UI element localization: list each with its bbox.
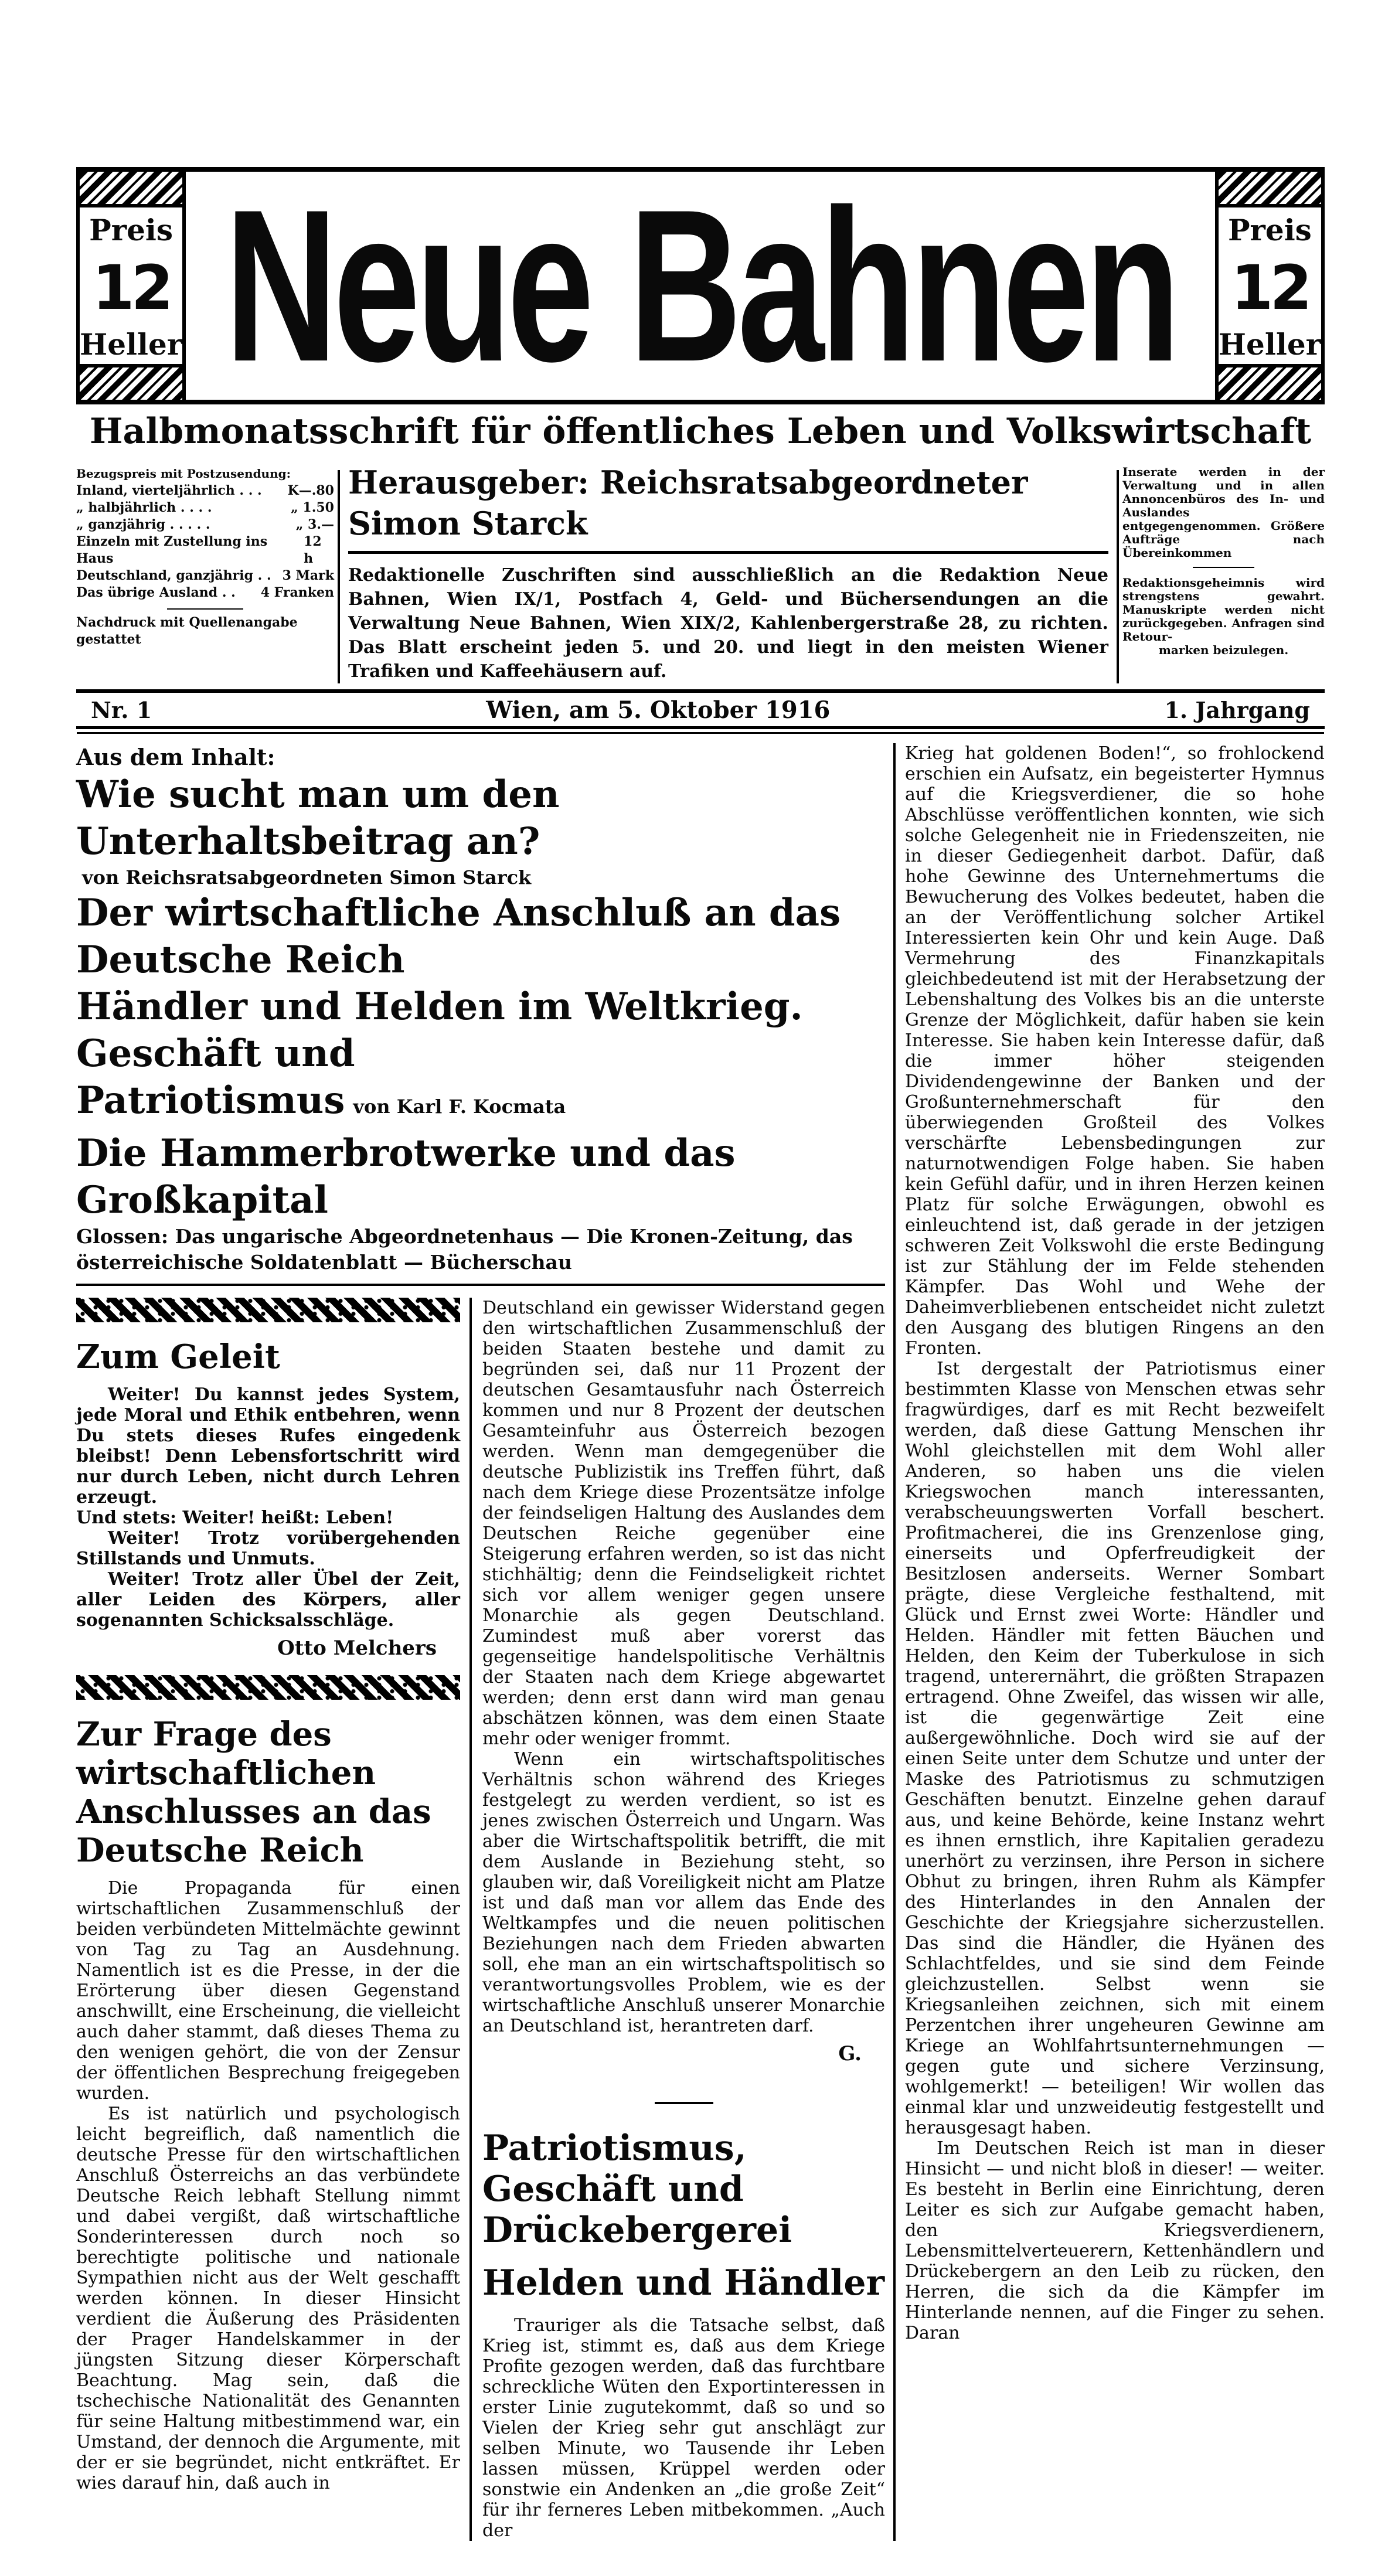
toc-item-title: Patriotismus xyxy=(76,1078,345,1122)
article-paragraph: Weiter! Trotz vorübergehenden Stillstands und Unmuts. xyxy=(76,1528,460,1569)
price-row xyxy=(76,584,334,601)
price-label-top: Preis xyxy=(89,213,173,247)
toc-byline: von Karl F. Kocmata xyxy=(353,1095,566,1118)
price-row-value: 12 h xyxy=(304,534,322,566)
article-paragraph: Ist dergestalt der Patriotismus einer bestimmten Klasse von Menschen etwas sehr fragwürdiges, darf es mit Recht bezweifelt werden, daß diese Gattung Menschen ihr Wohl gleichstellen mit dem Wohl aller Anderen, so haben uns die vielen Kriegswochen manch interessanten, verabscheuungswerten Vorfall beschert. Profitmacherei, die ins Grenzenlose ging, einerseits und Opferfreudigkeit der Besitzlosen anderseits. Werner Sombart prägte, diese Vergleiche festhaltend, mit Glück und Ernst zwei Worte: Händler und Helden. Händler mit fetten Bäuchen und Helden, den Keim der Tuberkulose in sich tragend, unterernährt, die größten Strapazen ertragend. Ohne Zweifel, das wissen wir alle, ist die gegenwärtige Zeit eine außergewöhnliche. Doch wird sie auf der einen Seite unter dem Schutze und unter der Maske des Patriotismus zu schmutzigen Geschäften benutzt. Einzelne gehen darauf aus, und keine Behörde, keine Instanz wehrt es ihnen ernstlich, ihre Kapitalien geradezu unerhört zu verzinsen, ihre Person in sichere Obhut zu bringen, ihren Ruhm als Kämpfer des Hinterlandes in den Annalen der Geschichte der Kriegsjahre sicherzustellen. Das sind die Händler, die Hyänen des Schlachtfeldes, und sie sind dem Feinde gleichzustellen. Selbst wenn sie Kriegsanleihen zeichnen, sich mit einem Perzentchen ihrer ungeheuren Gewinne am Kriege an Wohlfahrtsunternehmungen — gegen gute und sichere Verzinsung, wohlgemerkt! — beteiligen! Wir wollen das einmal klar und unzweideutig festgestellt und herausgesagt haben. xyxy=(905,1359,1325,2138)
lower-columns xyxy=(76,1298,885,2541)
subscription-header: Bezugspreis mit Postzusendung: xyxy=(76,467,291,481)
article-paragraph: Die Propaganda für einen wirtschaftlichen Zusammenschluß der beiden verbündeten Mittelmächte gewinnt von Tag zu Tag an Ausdehnung. Namentlich ist es die Presse, in der die Erörterung über diesen Gegenstand anschwillt, eine Erscheinung, die vielleicht auch daher stammt, daß dieses Thema zu den wenigen gehört, die von der Zensur der öffentlichen Besprechung freigegeben wurden. xyxy=(76,1878,460,2104)
price-row xyxy=(76,567,334,584)
editorial-secrecy-end: marken beizulegen. xyxy=(1158,643,1289,657)
article-paragraph: Trauriger als die Tatsache selbst, daß Krieg ist, stimmt es, daß aus dem Kriege Profite gezogen werden, daß das furchtbare schreckliche Wüten den Exportinteressen in erster Linie zugutekommt, daß so und so Vielen der Krieg sehr gut anschlägt zur selben Minute, wo Tausende ihr Leben lassen müssen, Krüppel werden oder sonstwie ein Andenken an „die große Zeit“ für ihr ferneres Leben mitbekommen. „Auch der xyxy=(482,2315,885,2541)
column-middle xyxy=(482,1298,885,2541)
toc-glossen: Glossen: Das ungarische Abgeordnetenhaus — Die Kronen-Zeitung, das österreichische Soldatenblatt — Bücherschau xyxy=(76,1225,853,1274)
divider xyxy=(167,608,243,610)
issue-date: Wien, am 5. Oktober 1916 xyxy=(486,696,831,724)
toc-byline: von Reichsratsabgeordneten Simon Starck xyxy=(82,866,532,889)
ornament-icon xyxy=(80,172,182,207)
price-label-top: Preis xyxy=(1227,213,1312,247)
contents-label: Aus dem Inhalt: xyxy=(76,744,275,770)
price-label-bottom: Heller xyxy=(1218,327,1321,362)
article-paragraph: Im Deutschen Reich ist man in dieser Hinsicht — und nicht bloß in dieser! — weiter. Es besteht in Berlin eine Einrichtung, deren Leiter es sich zur Aufgabe gemacht haben, den Kriegsverdienern, Lebensmittelverteuerern, Kettenhändlern und Drückebergern an den Leib zu rücken, den Herren, die sich da die Kämpfer im Hinterlande nennen, auf die Finger zu sehen. Daran xyxy=(905,2138,1325,2343)
left-area xyxy=(76,743,885,2541)
divider xyxy=(76,1284,885,1286)
toc-item: Händler und Helden im Weltkrieg. Geschäft und xyxy=(76,985,803,1076)
toc-item: Der wirtschaftliche Anschluß an das Deutsche Reich xyxy=(76,891,841,982)
price-label-bottom: Heller xyxy=(80,327,183,362)
masthead xyxy=(76,167,1325,404)
price-row xyxy=(76,499,334,516)
article-subheading: Helden und Händler xyxy=(482,2262,885,2303)
price-row-label: Einzeln mit Zustellung ins Haus xyxy=(76,534,268,566)
price-row-label: „ ganzjährig . . . . . xyxy=(76,517,210,532)
ornament-border-icon xyxy=(76,1675,460,1700)
subscription-prices xyxy=(76,462,334,683)
publisher-box xyxy=(343,462,1113,683)
column-divider xyxy=(469,1298,472,2541)
toc-item: Wie sucht man um den Unterhaltsbeitrag an? xyxy=(76,773,560,863)
editorial-note: Redaktionelle Zuschriften sind ausschließlich an die Redaktion Neue Bahnen, Wien IX/1, Postfach 4, Geld- und Büchersendungen an die Verwaltung Neue Bahnen, Wien XIX/2, Kahlenbergerstraße 28, zu richten. Das Blatt erscheint jeden 5. und 20. und liegt in den meisten Wiener Trafiken und Kaffeehäusern auf. xyxy=(348,565,1108,682)
article-paragraph: Deutschland ein gewisser Widerstand gegen den wirtschaftlichen Zusammenschluß der beiden Staaten bestehe und damit zu begründen sei, daß nur 11 Prozent der deutschen Gesamtausfuhr nach Österreich kommen und nur 8 Prozent der deutschen Gesamteinfuhr aus Österreich bezogen werden. Wenn man demgegenüber die deutsche Publizistik ins Treffen führt, daß nach dem Kriege diese Prozentsätze infolge der feindseligen Haltung des Auslandes dem Deutschen Reiche gegenüber eine Steigerung erfahren werden, so ist das nicht stichhältig; denn die Feindseligkeit richtet sich vor allem weniger gegen unsere Monarchie als gegen Deutschland. Zumindest muß aber vorerst das gegenseitige handelspolitische Verhältnis der Staaten nach dem Kriege abgewartet werden; denn erst dann wird man genau abschätzen können, was dem einen Staate mehr oder weniger frommt. xyxy=(482,1298,885,1749)
price-amount: 12 xyxy=(92,251,170,324)
price-row-value: 4 Franken xyxy=(260,585,334,600)
price-row-value: „ 3.— xyxy=(295,517,334,532)
article-heading: Zur Frage des wirtschaftlichen Anschlusses an das Deutsche Reich xyxy=(76,1715,431,1870)
info-row xyxy=(76,462,1325,693)
price-row-value: „ 1.50 xyxy=(291,500,334,515)
divider xyxy=(348,551,1108,554)
title-text: Neue Bahnen xyxy=(224,172,1176,400)
newspaper-title xyxy=(186,172,1215,400)
article-heading: Patriotismus, Geschäft und Drückebergerei xyxy=(482,2128,792,2251)
divider xyxy=(1193,567,1254,568)
toc-item xyxy=(76,1077,885,1130)
column-divider xyxy=(893,743,896,2541)
column-right xyxy=(905,743,1325,2343)
price-row-label: Das übrige Ausland . . xyxy=(76,585,236,600)
ornament-icon xyxy=(80,364,182,400)
issue-year: 1. Jahrgang xyxy=(1164,697,1310,723)
price-row-value: K—.80 xyxy=(287,483,334,498)
body xyxy=(76,743,1325,2541)
article-heading: Zum Geleit xyxy=(76,1338,280,1376)
divider xyxy=(655,2102,713,2104)
price-row-label: „ halbjährlich . . . . xyxy=(76,500,212,515)
ornament-icon xyxy=(1219,172,1321,207)
table-of-contents xyxy=(76,743,885,1275)
price-row-label: Deutschland, ganzjährig . . xyxy=(76,568,271,583)
page xyxy=(76,0,1325,2576)
price-row-label: Inland, vierteljährlich . . . xyxy=(76,483,262,498)
divider xyxy=(338,470,340,683)
price-row xyxy=(76,533,334,567)
reprint-note: Nachdruck mit Quellenangabe gestattet xyxy=(76,615,298,647)
article-paragraph: Krieg hat goldenen Boden!“, so frohlockend erschien ein Aufsatz, ein begeisterter Hymnus auf die Kriegsverdiener, die so hohe Abschlüsse veröffentlichen konnten, wie sich solche Gelegenheit nie in Friedenszeiten, nie in dieser Gediegenheit darbot. Dafür, daß hohe Gewinne des Unternehmertums die Bewucherung des Volkes bedeutet, haben die an der Veröffentlichung solcher Artikel Interessierten kein Ohr und kein Auge. Daß Vermehrung des Finanzkapitals gleichbedeutend ist mit der Herabsetzung der Lebenshaltung des Volkes bis an die unterste Grenze der Möglichkeit, dafür haben sie kein Interesse. Sie haben kein Interesse dafür, daß die immer höher steigenden Dividendengewinne der Banken und der Großunternehmerschaft für den überwiegenden Großteil des Volkes verschärfte Lebensbedingungen zur naturnotwendigen Folge haben. Sie haben kein Gefühl dafür, und in ihren Herzen keinen Platz für solche Erwägungen, obwohl es einleuchtend ist, daß gerade in der jetzigen schweren Zeit Volkswohl die erste Bedingung ist zur Stählung der im Felde stehenden Kämpfer. Das Wohl und Wehe der Daheimverbliebenen entscheidet nicht zuletzt den Ausgang des blutigen Ringens an den Fronten. xyxy=(905,743,1325,1359)
price-box-left xyxy=(76,172,186,400)
article-paragraph: Es ist natürlich und psychologisch leicht begreiflich, daß namentlich die deutsche Presse für den wirtschaftlichen Anschluß Österreichs an das verbündete Deutsche Reich lebhaft Stellung nimmt und dabei vergißt, daß wirtschaftliche Sonderinteressen durch noch so berechtigte politische und nationale Sympathien nicht aus der Welt geschafft werden können. In dieser Hinsicht verdient die Äußerung des Präsidenten der Prager Handelskammer in der jüngsten Sitzung dieser Körperschaft Beachtung. Mag sein, daß die tschechische Nationalität des Genannten für seine Haltung mitbestimmend war, ein Umstand, der dennoch die Argumente, mit der er sie begründet, nicht entkräftet. Er wies darauf hin, daß auch in xyxy=(76,2104,460,2493)
issue-row xyxy=(76,693,1325,726)
price-row xyxy=(76,516,334,533)
author-signature: Otto Melchers xyxy=(277,1636,437,1660)
price-row-value: 3 Mark xyxy=(282,568,334,583)
ads-text: Inserate werden in der Verwaltung und in allen Annoncenbüros des In- und Auslandes entgegengenommen. Größere Aufträge nach Übereinkommen xyxy=(1122,465,1325,560)
divider xyxy=(1117,470,1119,683)
column-left xyxy=(76,1298,460,2493)
article-paragraph: Weiter! Trotz aller Übel der Zeit, aller Leiden des Körpers, aller sogenannten Schicksalsschläge. xyxy=(76,1569,460,1631)
editorial-secrecy-text: Redaktionsgeheimnis wird strengstens gewahrt. Manuskripte werden nicht zurückgegeben. Anfragen sind Retour- xyxy=(1122,576,1325,644)
ads-note xyxy=(1122,462,1325,683)
price-amount: 12 xyxy=(1231,251,1309,324)
price-box-right xyxy=(1215,172,1325,400)
ornament-icon xyxy=(1219,364,1321,400)
article-paragraph: Weiter! Du kannst jedes System, jede Moral und Ethik entbehren, wenn Du stets dieses Rufes eingedenk bleibst! Denn Lebensfortschritt wird nur durch Leben, nicht durch Lehren erzeugt. xyxy=(76,1384,460,1508)
issue-number: Nr. 1 xyxy=(91,697,152,723)
price-row xyxy=(76,482,334,499)
publisher-line: Herausgeber: Reichsratsabgeordneter Simon Starck xyxy=(348,464,1028,542)
author-signature: G. xyxy=(838,2042,862,2065)
subtitle: Halbmonatsschrift für öffentliches Leben und Volkswirtschaft xyxy=(89,411,1312,452)
toc-item: Die Hammerbrotwerke und das Großkapital xyxy=(76,1131,736,1222)
ornament-border-icon xyxy=(76,1298,460,1322)
divider xyxy=(76,726,1325,729)
article-paragraph: Wenn ein wirtschaftspolitisches Verhältnis schon während des Krieges festgelegt zu werden verdient, so ist es jenes zwischen Österreich und Ungarn. Was aber die Wirtschaftspolitik betrifft, die mit dem Auslande in Beziehung steht, so glauben wir, daß Voreiligkeit nicht am Platze ist und daß man vor allem das Ende des Weltkampfes und die neuen politischen Beziehungen nach dem Frieden abwarten soll, ehe man an ein wirtschaftspolitisch so verantwortungsvolles Problem, wie es der wirtschaftliche Anschluß unserer Monarchie an Deutschland ist, herantreten darf. xyxy=(482,1749,885,2036)
article-paragraph: Und stets: Weiter! heißt: Leben! xyxy=(76,1508,394,1528)
